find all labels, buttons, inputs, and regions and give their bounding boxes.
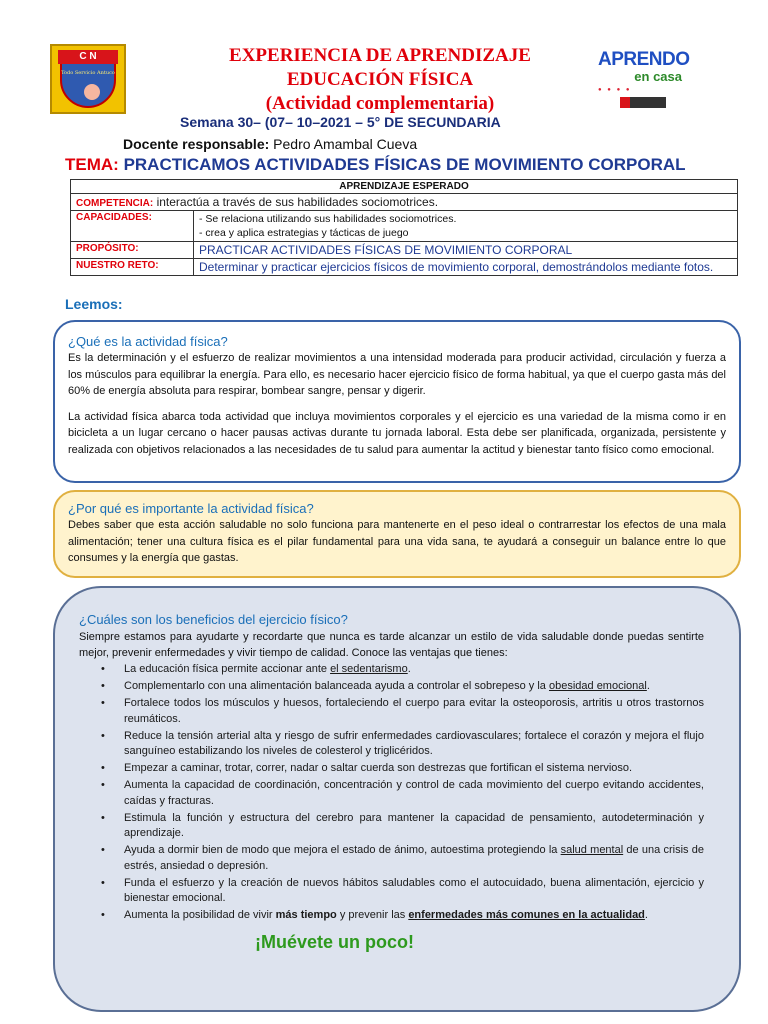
topic-label: TEMA: xyxy=(65,155,119,174)
school-logo-band: C N xyxy=(58,50,118,64)
why-important-box xyxy=(53,490,741,578)
competencia-cell xyxy=(71,194,738,211)
enfermedades-comunes-link[interactable]: enfermedades más comunes en la actualidad xyxy=(408,909,645,921)
competencia-value: interactúa a través de sus habilidades sociomotrices. xyxy=(156,195,439,209)
what-is-physical-activity-box xyxy=(53,320,741,483)
logo-en-casa-text: en casa xyxy=(634,69,682,84)
table-row xyxy=(71,242,738,259)
list-item: • Aumenta la posibilidad de vivir más tiempo y prevenir las enfermedades más comunes en la actualidad. xyxy=(79,908,704,924)
list-item: • Empezar a caminar, trotar, correr, nadar o saltar cuerda son destrezas que fortifican el sistema nervioso. xyxy=(79,761,704,777)
minedu-logo-icon xyxy=(620,97,666,108)
table-row xyxy=(71,180,738,194)
topic-value: PRACTICAMOS ACTIVIDADES FÍSICAS DE MOVIMIENTO CORPORAL xyxy=(123,155,686,174)
capacidad-item: - Se relaciona utilizando sus habilidades sociomotrices. xyxy=(199,213,457,225)
box2-title: ¿Por qué es importante la actividad física? xyxy=(68,501,314,516)
closing-slogan: ¡Muévete un poco! xyxy=(255,932,415,952)
salud-mental-link[interactable]: salud mental xyxy=(560,844,624,856)
logo-aprendo-text: APRENDO xyxy=(598,49,690,70)
list-item: • La educación física permite accionar ante el sedentarismo. xyxy=(79,662,704,678)
topic-line xyxy=(65,155,686,175)
school-logo xyxy=(50,44,126,114)
box2-paragraph: Debes saber que esta acción saludable no solo funciona para mantenerte en el peso ideal o contrarrestar los efectos de una mala alimentación; tener una cultura física es el pilar fundamental para una vida sana, te ayudará a conseguir un balance entre lo que consumes y la energía que gastas. xyxy=(68,519,726,564)
competencia-label: COMPETENCIA: xyxy=(76,198,154,209)
table-row xyxy=(71,259,738,276)
box1-paragraph-1: Es la determinación y el esfuerzo de realizar movimientos a una intensidad moderada para producir actividad, circulación y fuerza a los músculos para equilibrar la energía. Para ello, es necesario hacer ejercicio físico de forma habitual, ya que el cuerpo gasta más del 60% de energía absoluta para respirar, bombear sangre, pensar y digerir. xyxy=(68,352,726,397)
list-item: • Estimula la función y estructura del cerebro para mantener la capacidad de pensamiento, autodeterminación y aprendizaje. xyxy=(79,811,704,842)
leemos-heading: Leemos: xyxy=(65,296,123,312)
table-row xyxy=(71,194,738,211)
teacher-name: Pedro Amambal Cueva xyxy=(273,136,418,152)
box3-title: ¿Cuáles son los beneficios del ejercicio físico? xyxy=(79,612,348,627)
teacher-line xyxy=(123,136,417,152)
proposito-label: PROPÓSITO: xyxy=(71,242,194,259)
table-row xyxy=(71,211,738,242)
school-logo-motto: Todo Servicio Antuco xyxy=(61,70,115,76)
reto-label: NUESTRO RETO: xyxy=(71,259,194,276)
teacher-label: Docente responsable: xyxy=(123,136,270,152)
child-face-icon xyxy=(84,84,100,100)
benefits-box xyxy=(53,586,741,1012)
list-item: • Funda el esfuerzo y la creación de nuevos hábitos saludables como el autocuidado, buena alimentación, ejercicio y bienestar emocional. xyxy=(79,876,704,907)
sedentarismo-link[interactable]: el sedentarismo xyxy=(330,663,408,675)
capacidad-item: - crea y aplica estrategias y tácticas de juego xyxy=(199,227,409,239)
box3-intro: Siempre estamos para ayudarte y recordarte que nunca es tarde alcanzar un estilo de vida saludable donde puedas sentirte mejor, prevenir enfermedades y vivir tiempo de calidad. Conoce las ventajas que tienes: xyxy=(79,631,704,659)
week-info: Semana 30– (07– 10–2021 – 5° DE SECUNDARIA xyxy=(180,114,501,130)
list-item: • Ayuda a dormir bien de modo que mejora el estado de ánimo, autoestima protegiendo la salud mental de una crisis de estrés, ansiedad o depresión. xyxy=(79,843,704,874)
list-item: • Fortalece todos los músculos y huesos, fortaleciendo el cuerpo para evitar la osteoporosis, artritis u otros trastornos reumáticos. xyxy=(79,696,704,727)
list-item: • Reduce la tensión arterial alta y riesgo de sufrir enfermedades cardiovasculares; fortalece el corazón y mejora el flujo sanguíneo estabilizando los niveles de colesterol y triglicéridos. xyxy=(79,729,704,760)
list-item: • Aumenta la capacidad de coordinación, concentración y control de cada movimiento del cuerpo evitando accidentes, caídas y fracturas. xyxy=(79,778,704,809)
proposito-value: PRACTICAR ACTIVIDADES FÍSICAS DE MOVIMIENTO CORPORAL xyxy=(194,242,738,259)
document-title xyxy=(150,44,610,116)
box1-title: ¿Qué es la actividad física? xyxy=(68,334,228,349)
logo-dots-icon: ● ● ● ● xyxy=(598,87,632,93)
title-line-1: EXPERIENCIA DE APRENDIZAJE xyxy=(229,45,531,66)
list-item: • Complementarlo con una alimentación balanceada ayuda a controlar el sobrepeso y la obesidad emocional. xyxy=(79,679,704,695)
title-line-2: EDUCACIÓN FÍSICA xyxy=(286,69,474,90)
reto-value: Determinar y practicar ejercicios físicos de movimiento corporal, demostrándolos mediante fotos. xyxy=(194,259,738,276)
box1-paragraph-2: La actividad física abarca toda actividad que incluya movimientos corporales y el ejercicio es una variedad de la misma como ir en bicicleta a un lugar cercano o hacer pausas activas durante tu jornada laboral. Esta debe ser planificada, organizada, persistente y realizada con objetivos relacionados a las necesidades de tu salud para aumentar la actitud y bienestar tanto físico como emocional. xyxy=(68,410,726,456)
learning-table xyxy=(70,179,738,276)
capacidades-value xyxy=(194,211,738,242)
obesidad-emocional-link[interactable]: obesidad emocional xyxy=(548,680,647,692)
aprendo-en-casa-logo xyxy=(598,50,690,112)
capacidades-label: CAPACIDADES: xyxy=(71,211,194,242)
benefits-list xyxy=(79,662,704,924)
table-header: APRENDIZAJE ESPERADO xyxy=(71,180,738,194)
title-line-3: (Actividad complementaria) xyxy=(265,93,495,114)
